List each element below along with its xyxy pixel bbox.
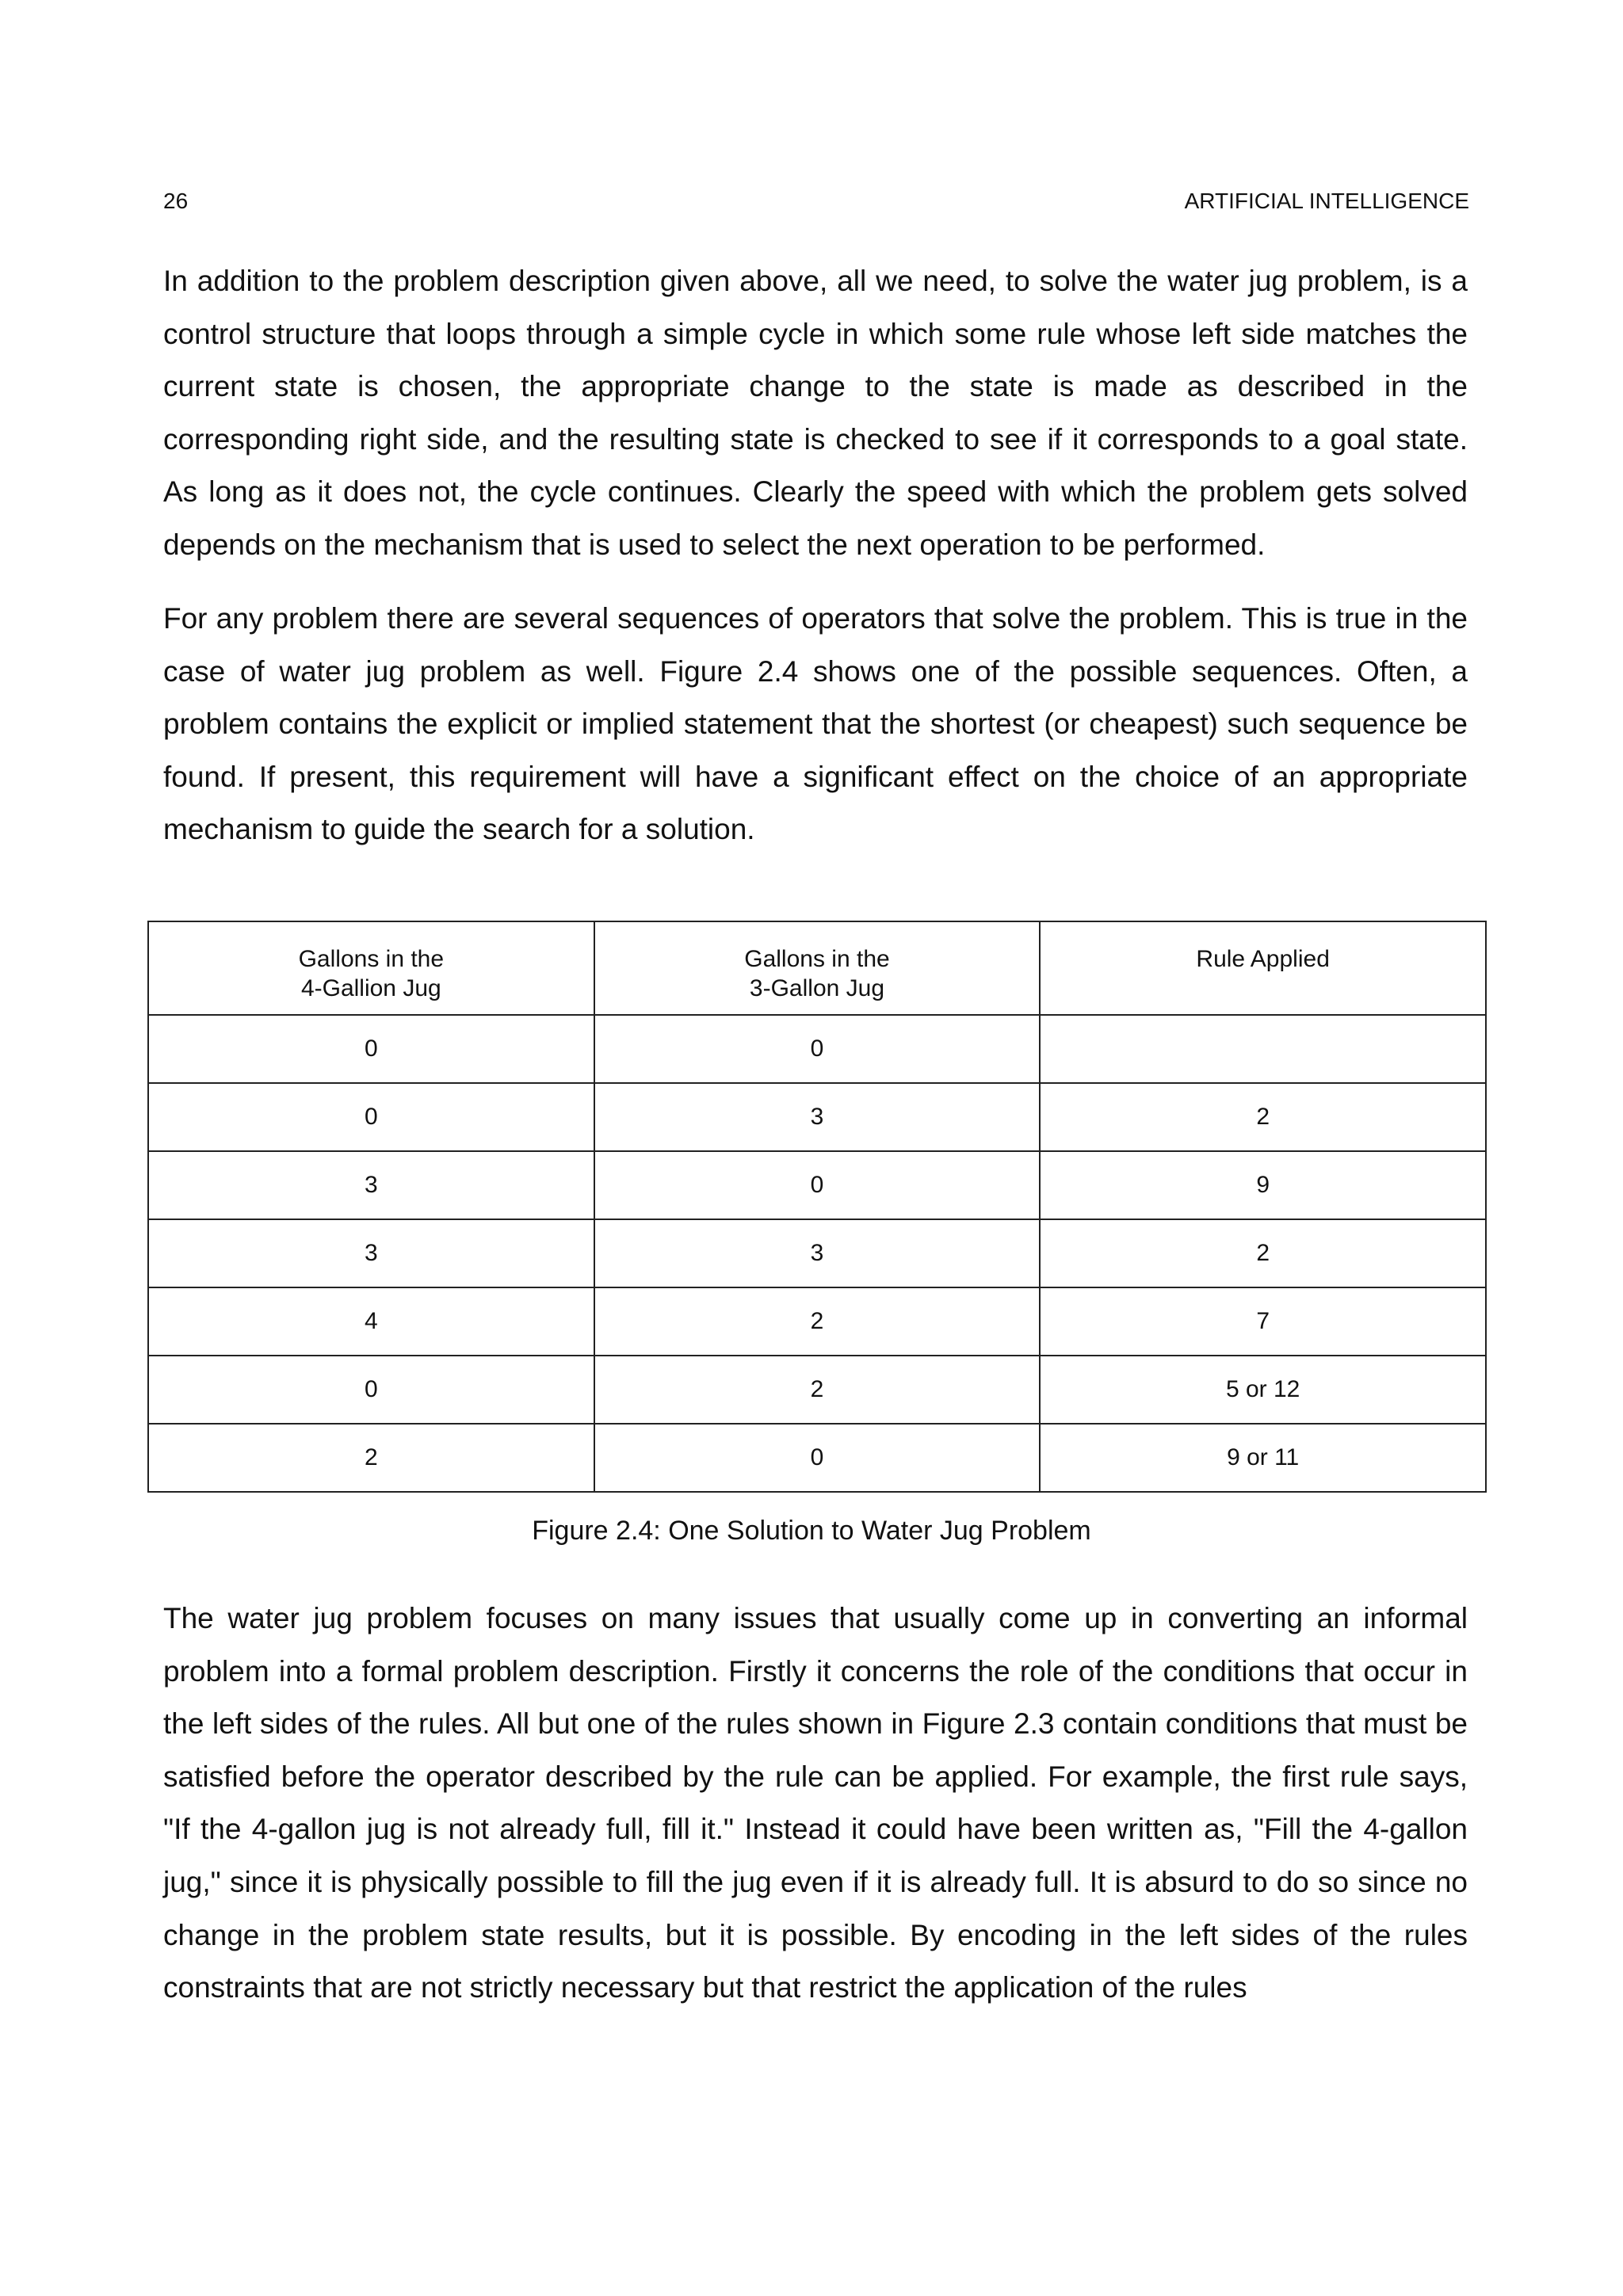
header-line: Gallons in the — [298, 946, 445, 972]
table-row — [148, 1287, 1486, 1356]
table-row — [148, 1219, 1486, 1287]
cell-3-gallon: 2 — [594, 1287, 1041, 1356]
cell-4-gallon: 3 — [148, 1219, 594, 1287]
cell-rule: 2 — [1040, 1219, 1486, 1287]
table-row — [148, 1424, 1486, 1492]
table-row — [148, 1151, 1486, 1219]
figure-caption: Figure 2.4: One Solution to Water Jug Problem — [532, 1516, 1091, 1546]
paragraph-issues: The water jug problem focuses on many issues that usually come up in converting an informal problem into a formal problem description. Firstly it concerns the role of the conditions that occur in the left sides of the rules. All but one of the rules shown in Figure 2.3 contain conditions that must be satisfied before the operator described by the rule can be applied. For example, the first rule says, "If the 4-gallon jug is not already full, fill it." Instead it could have been written as, "Fill the 4-gallon jug," since it is physically possible to fill the jug even if it is already full. It is absurd to do so since no change in the problem state results, but it is possible. By encoding in the left sides of the rules constraints that are not strictly necessary but that restrict the application of the rules — [163, 1602, 1468, 2004]
header-line: Gallons in the — [744, 946, 890, 972]
cell-4-gallon: 3 — [148, 1151, 594, 1219]
cell-rule: 9 — [1040, 1151, 1486, 1219]
cell-rule: 7 — [1040, 1287, 1486, 1356]
header-line: 3-Gallon Jug — [749, 975, 885, 1001]
solution-table — [147, 921, 1487, 1493]
header-3-gallon-jug — [594, 921, 1041, 1015]
cell-3-gallon: 3 — [594, 1083, 1041, 1151]
cell-4-gallon: 0 — [148, 1356, 594, 1424]
cell-3-gallon: 0 — [594, 1015, 1041, 1083]
page-number: 26 — [163, 189, 189, 213]
paragraph-sequences: For any problem there are several sequences of operators that solve the problem. This is true in the case of water jug problem as well. Figure 2.4 shows one of the possible sequences. Often, a problem contains the explicit or implied statement that the shortest (or cheapest) such sequence be found. If present, this requirement will have a significant effect on the choice of an appropriate mechanism to guide the search for a solution. — [163, 602, 1468, 846]
running-header: ARTIFICIAL INTELLIGENCE — [1184, 189, 1469, 213]
cell-rule: 2 — [1040, 1083, 1486, 1151]
table-row — [148, 1015, 1486, 1083]
cell-3-gallon: 0 — [594, 1424, 1041, 1492]
cell-rule — [1040, 1015, 1486, 1083]
table-header-row — [148, 921, 1486, 1015]
table-row — [148, 1083, 1486, 1151]
cell-4-gallon: 4 — [148, 1287, 594, 1356]
table-row — [148, 1356, 1486, 1424]
cell-3-gallon: 0 — [594, 1151, 1041, 1219]
cell-rule: 5 or 12 — [1040, 1356, 1486, 1424]
cell-4-gallon: 0 — [148, 1083, 594, 1151]
header-rule-applied — [1040, 921, 1486, 1015]
cell-4-gallon: 2 — [148, 1424, 594, 1492]
cell-3-gallon: 2 — [594, 1356, 1041, 1424]
header-line: Rule Applied — [1196, 946, 1330, 972]
paragraph-intro: In addition to the problem description given above, all we need, to solve the water jug problem, is a control structure that loops through a simple cycle in which some rule whose left side matches the current state is chosen, the appropriate change to the state is made as described in the corresponding right side, and the resulting state is checked to see if it corresponds to a goal state. As long as it does not, the cycle continues. Clearly the speed with which the problem gets solved depends on the mechanism that is used to select the next operation to be performed. — [163, 265, 1468, 561]
header-line: 4-Gallion Jug — [300, 975, 441, 1001]
header-4-gallon-jug — [148, 921, 594, 1015]
cell-rule: 9 or 11 — [1040, 1424, 1486, 1492]
cell-4-gallon: 0 — [148, 1015, 594, 1083]
cell-3-gallon: 3 — [594, 1219, 1041, 1287]
